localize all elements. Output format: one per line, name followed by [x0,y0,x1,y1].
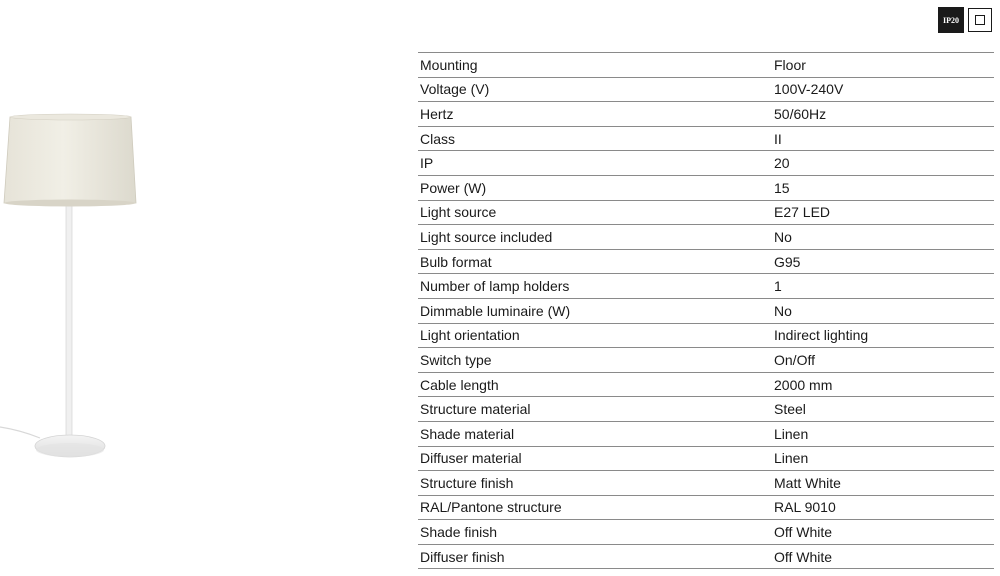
table-row [418,520,994,545]
table-row [418,324,994,349]
spec-value: Steel [774,401,806,418]
spec-value: 15 [774,179,790,196]
spec-value: 1 [774,278,782,295]
spec-label: Class [420,130,456,147]
spec-label: Switch type [420,351,492,368]
spec-value: No [774,302,792,319]
table-row [418,250,994,275]
table-row [418,176,994,201]
spec-value: II [774,130,782,147]
table-row [418,348,994,373]
table-row [418,102,994,127]
spec-value: Linen [774,450,809,467]
spec-value: 2000 mm [774,376,833,393]
table-row [418,496,994,521]
certification-badges [938,7,992,33]
spec-value: Off White [774,524,833,541]
spec-label: Power (W) [420,179,487,196]
spec-value: G95 [774,253,801,270]
table-row [418,127,994,152]
spec-label: Light orientation [420,327,520,344]
specifications-table [418,52,994,569]
table-row [418,78,994,103]
table-row [418,151,994,176]
spec-value: 20 [774,155,790,172]
spec-label: RAL/Pantone structure [420,499,562,516]
spec-value: Off White [774,548,833,565]
table-row [418,201,994,226]
table-row [418,447,994,472]
spec-label: Diffuser finish [420,548,505,565]
table-row [418,274,994,299]
spec-label: Shade finish [420,524,498,541]
spec-value: 50/60Hz [774,105,827,122]
spec-label: IP [420,155,434,172]
spec-label: Hertz [420,105,454,122]
table-row [418,225,994,250]
spec-value: No [774,228,792,245]
spec-label: Structure finish [420,474,514,491]
spec-label: Voltage (V) [420,81,490,98]
spec-value: Matt White [774,474,841,491]
spec-value: 100V-240V [774,81,844,98]
table-row [418,299,994,324]
spec-label: Light source included [420,228,553,245]
table-row [418,53,994,78]
spec-value: Linen [774,425,809,442]
spec-label: Diffuser material [420,450,522,467]
class-ii-double-square-icon [968,8,992,32]
spec-label: Shade material [420,425,515,442]
spec-value: E27 LED [774,204,831,221]
table-row [418,545,994,570]
spec-label: Light source [420,204,497,221]
table-row [418,471,994,496]
spec-label: Structure material [420,401,531,418]
spec-value: RAL 9010 [774,499,836,516]
table-row [418,397,994,422]
spec-value: Indirect lighting [774,327,869,344]
floor-lamp-image [0,0,200,576]
table-row [418,422,994,447]
spec-label: Dimmable luminaire (W) [420,302,571,319]
spec-value: On/Off [774,351,815,368]
ip20-badge: IP20 [938,7,964,33]
table-row [418,373,994,398]
spec-label: Mounting [420,56,478,73]
spec-label: Number of lamp holders [420,278,570,295]
spec-label: Bulb format [420,253,492,270]
spec-value: Floor [774,56,806,73]
spec-label: Cable length [420,376,499,393]
